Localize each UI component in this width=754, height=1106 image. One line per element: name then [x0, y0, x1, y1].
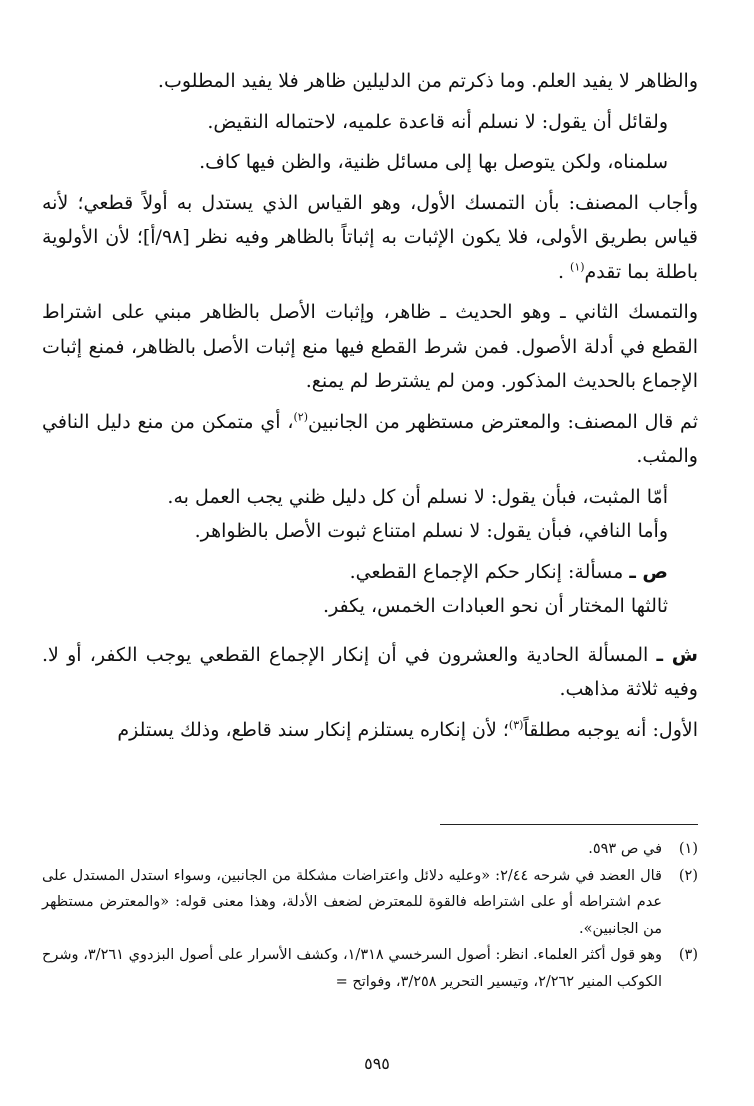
footnote-ref-2[interactable]: (٢) — [293, 410, 308, 424]
book-page — [42, 64, 699, 990]
paragraph-12: الأول: أنه يوجبه مطلقاً$^{(٣)}$؛ لأن إنكاره يستلزم إنكار سند قاطع، وذلك يستلزم — [117, 718, 698, 741]
paragraph-1: والظاهر لا يفيد العلم. وما ذكرتم من الدليلين ظاهر فلا يفيد المطلوب. — [157, 70, 698, 92]
footnote-text: وهو قول أكثر العلماء. انظر: أصول السرخسي ١/٣١٨، وكشف الأسرار على أصول البزدوي ٣/٢٦١، وشرح الكوكب المنير ٢/٢٦٢، وتيسير التحرير ٣/٢٥٨، وفواتح = — [42, 947, 662, 990]
paragraph-7: أمّا المثبت، فبأن يقول: لا نسلم أن كل دليل ظني يجب العمل به. — [167, 485, 668, 508]
footnote-2 — [42, 863, 698, 943]
footnote-1 — [42, 836, 698, 863]
matn-heading: ص ـ مسألة: إنكار حكم الإجماع القطعي. — [349, 560, 668, 583]
sharh-paragraph: ش ـ المسألة الحادية والعشرون في أن إنكار الإجماع القطعي يوجب الكفر، أو لا. وفيه ثلاثة مذاهب. — [42, 643, 699, 700]
paragraph-4: وأجاب المصنف: بأن التمسك الأول، وهو القياس الذي يستدل به أولاً قطعي؛ لأنه قياس بطريق الأولى، فلا يكون الإثبات به إثباتاً بالظاهر وفيه نظر [٩٨/أ]؛ لأن الأولوية باطلة بما تقدم$^{(١)}$ . — [42, 191, 699, 283]
paragraph-5: والتمسك الثاني ـ وهو الحديث ـ ظاهر، وإثبات الأصل بالظاهر مبني على اشتراط القطع في أدلة الأصول. فمن شرط القطع فيها منع إثبات الأصل بالظاهر، فمنع إثبات الإجماع بالحديث المذكور. ومن لم يشترط لم يمنع. — [42, 301, 698, 392]
paragraph-3: سلمناه، ولكن يتوصل بها إلى مسائل ظنية، والظن فيها كاف. — [199, 151, 668, 173]
sharh-marker: ش ـ — [656, 643, 699, 666]
footnotes — [42, 836, 698, 995]
footnote-number: (١) — [678, 841, 698, 857]
footnote-number: (٣) — [678, 947, 698, 963]
footnote-text: قال العضد في شرحه ٢/٤٤: «وعليه دلائل واعتراضات مشكلة من الجانبين، وسواء استدل المستدل على عدم اشتراطه أو على اشتراطه فالقوة للمعترض لضعف الأدلة، وهذا معنى قوله: «والمعترض مستظهر من الجانبين». — [42, 867, 662, 937]
footnote-ref-1[interactable]: (١) — [570, 260, 585, 274]
footnote-divider — [440, 824, 698, 825]
paragraph-2: ولقائل أن يقول: لا نسلم أنه قاعدة علميه، لاحتماله النقيض. — [207, 110, 668, 133]
matn-marker: ص ـ — [629, 560, 668, 583]
paragraph-8: وأما النافي، فبأن يقول: لا نسلم امتناع ثبوت الأصل بالظواهر. — [194, 520, 668, 542]
page-number: ٥٩٥ — [364, 1054, 390, 1073]
footnote-3 — [42, 942, 698, 995]
footnote-ref-3[interactable]: (٣) — [508, 718, 524, 732]
footnote-text: في ص ٥٩٣. — [588, 841, 662, 857]
matn-text: ثالثها المختار أن نحو العبادات الخمس، يكفر. — [323, 595, 668, 617]
footnote-number: (٢) — [678, 867, 698, 884]
main-text — [42, 64, 698, 747]
paragraph-6: ثم قال المصنف: والمعترض مستظهر من الجانبين$^{(٢)}$، أي متمكن من منع دليل النافي والمثب. — [42, 410, 698, 467]
